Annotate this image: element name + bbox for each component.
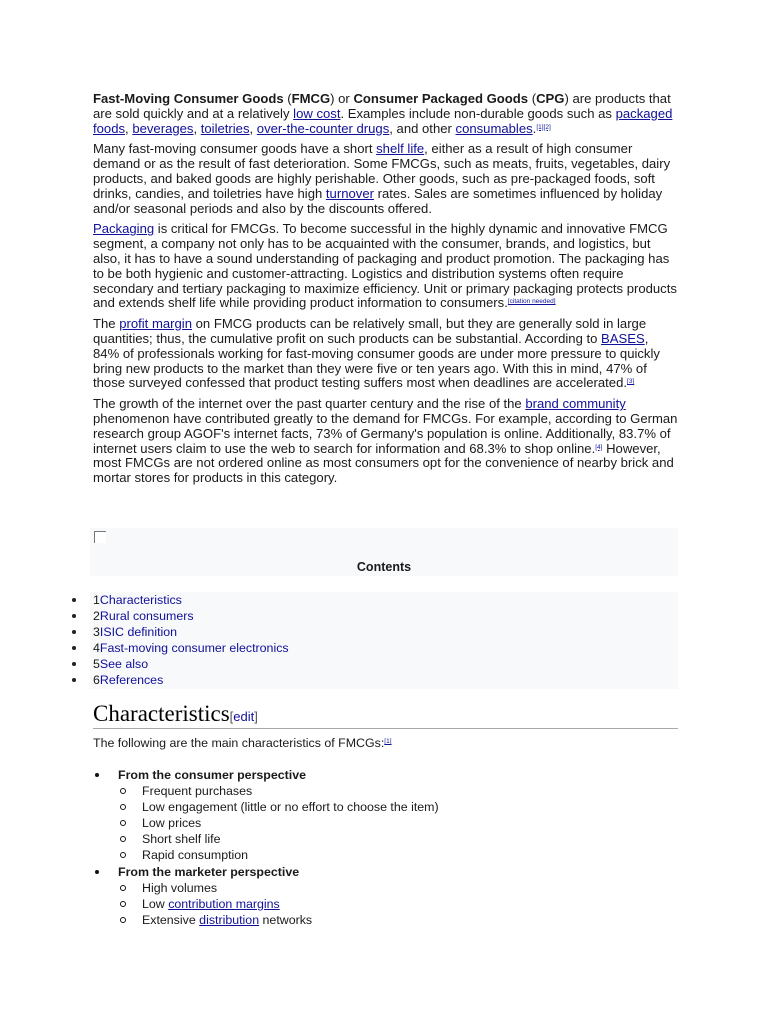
list-text: Frequent purchases (142, 784, 253, 798)
text: The following are the main characteristics of FMCGs: (93, 736, 385, 750)
bold-abbr: FMCG (291, 91, 331, 106)
text: are products that are sold quickly and at a relatively (93, 91, 671, 121)
text: on FMCG products can be relatively small, but they are generally sold in large quantities; thus, the cumulative profit on such products can be substantial. According to (93, 316, 647, 346)
bullet-icon (72, 598, 76, 602)
article-body (93, 92, 678, 492)
circle-bullet-icon (120, 836, 126, 842)
toc-item-isic-definition[interactable] (93, 624, 177, 640)
toc-number: 4 (93, 641, 100, 655)
link-low-cost[interactable]: low cost (293, 105, 341, 121)
toc-title: Contents (356, 560, 412, 574)
toc-link[interactable]: References (99, 673, 164, 687)
toc-number: 5 (93, 657, 100, 671)
circle-bullet-icon (120, 885, 126, 891)
edit-section (230, 709, 258, 724)
link-packaging[interactable]: Packaging (93, 221, 155, 237)
circle-bullet-icon (120, 901, 126, 907)
list-heading: From the marketer perspective (118, 865, 300, 879)
toc-link[interactable]: See also (99, 657, 149, 671)
link-beverages[interactable]: beverages (132, 120, 194, 136)
citation-ref[interactable]: [2] (543, 123, 551, 131)
packaging-paragraph (93, 222, 678, 311)
link-turnover[interactable]: turnover (325, 185, 374, 201)
list-item (142, 831, 221, 847)
characteristics-intro (93, 736, 392, 750)
list-item (142, 815, 201, 831)
citation-ref[interactable]: [1] (536, 123, 544, 131)
text: , 84% of professionals working for fast-moving consumer goods are under more pressure to quickly bring new products to the market than they were five or ten years ago. With this in mind, 47% of those surveyed confessed that product testing suffers most when deadlines are accelerated. (93, 330, 660, 391)
bracket: [ (229, 709, 234, 724)
list-item (142, 896, 280, 912)
text: , either as a result of high consumer demand or as the result of fast deterioration. Some FMCGs, such as meats, fruits, vegetables, dairy products, and baked goods are highly perishable. Other goods, such as pre-packaged foods, soft drinks, candies, and toiletries have high (93, 141, 671, 201)
toc-toggle-checkbox-icon[interactable] (94, 531, 106, 543)
link-toiletries[interactable]: toiletries (200, 120, 250, 136)
link-distribution[interactable]: distribution (199, 913, 260, 927)
bullet-icon (95, 773, 99, 777)
list-text: Short shelf life (142, 832, 221, 846)
list-item (142, 799, 439, 815)
link-consumables[interactable]: consumables (455, 120, 533, 136)
link-contribution-margins[interactable]: contribution margins (168, 897, 280, 911)
bold-abbr: CPG (536, 91, 565, 106)
text: However, most FMCGs are not ordered online as most consumers opt for the convenience of nearby brick and mortar stores for products in this category. (93, 440, 674, 486)
list-text: networks (259, 913, 313, 927)
link-profit-margin[interactable]: profit margin (119, 316, 192, 332)
link-bases[interactable]: BASES (601, 330, 645, 346)
circle-bullet-icon (120, 852, 126, 858)
link-shelf-life[interactable]: shelf life (376, 141, 425, 157)
internet-paragraph (93, 397, 678, 486)
toc-number: 1 (93, 593, 100, 607)
toc-list (90, 592, 678, 689)
citation-needed[interactable]: [citation needed] (507, 298, 556, 306)
circle-bullet-icon (120, 917, 126, 923)
circle-bullet-icon (120, 804, 126, 810)
bracket: ] (254, 709, 258, 724)
list-text: Extensive (142, 913, 200, 927)
list-item (142, 880, 217, 896)
list-item-consumer-perspective (118, 767, 306, 783)
toc-link[interactable]: Fast-moving consumer electronics (99, 641, 289, 655)
list-item (142, 912, 312, 928)
bullet-icon (72, 630, 76, 634)
toc-link[interactable]: ISIC definition (99, 625, 178, 639)
link-packaged-foods[interactable]: packaged foods (93, 105, 673, 136)
list-item-marketer-perspective (118, 864, 299, 880)
toc-link[interactable]: Characteristics (99, 593, 182, 607)
text: phenomenon have contributed greatly to the demand for FMCGs. For example, according to German research group AGOF's internet facts, 73% of Germany's population is online. Additionally, 83.7% of internet users claim to use the web to search for information and 68.3% to shop online. (93, 410, 678, 456)
toc-item-see-also[interactable] (93, 656, 148, 672)
bullet-icon (72, 662, 76, 666)
toc-item-characteristics[interactable] (93, 592, 182, 608)
toc-link[interactable]: Rural consumers (99, 609, 194, 623)
list-text: High volumes (142, 881, 218, 895)
text: . Examples include non-durable goods such as (340, 105, 616, 121)
shelf-life-paragraph (93, 142, 678, 216)
list-heading: From the consumer perspective (118, 768, 306, 782)
list-item (142, 783, 252, 799)
toc-item-rural-consumers[interactable] (93, 608, 194, 624)
text: The growth of the internet over the past quarter century and the rise of the (93, 396, 526, 412)
profit-paragraph (93, 317, 678, 391)
toc-number: 3 (93, 625, 100, 639)
citation-ref[interactable]: [4] (595, 443, 603, 451)
text: rates. Sales are sometimes influenced by holiday and/or seasonal periods and also by the discounts offered. (93, 185, 663, 216)
text: , and other (389, 120, 456, 136)
list-text: Low prices (142, 816, 202, 830)
text: The (93, 316, 120, 332)
toc-header (90, 528, 678, 576)
citation-ref[interactable]: [3] (627, 378, 635, 386)
circle-bullet-icon (120, 788, 126, 794)
list-text: Rapid consumption (142, 848, 249, 862)
citation-ref[interactable]: [1] (384, 738, 392, 745)
bullet-icon (72, 614, 76, 618)
text: Many fast-moving consumer goods have a short (93, 141, 377, 157)
list-text: Low (142, 897, 169, 911)
toc-item-references[interactable] (93, 672, 163, 688)
bullet-icon (95, 870, 99, 874)
toc-number: 2 (93, 609, 100, 623)
bold-term: Fast-Moving Consumer Goods (93, 91, 284, 106)
bullet-icon (72, 678, 76, 682)
link-otc-drugs[interactable]: over-the-counter drugs (256, 120, 390, 136)
section-title: Characteristics (93, 701, 230, 726)
bold-term: Consumer Packaged Goods (353, 91, 529, 106)
list-text: Low engagement (little or no effort to choose the item) (142, 800, 439, 814)
intro-paragraph: Fast-Moving Consumer Goods (FMCG) or Consumer Packaged Goods (CPG) are products that are sold quickly and at a relatively low cost. Examples include non-durable goods such as packaged foods, beverages, toiletries, over-the-counter drugs, and other consumables.[1][2] (93, 91, 673, 136)
circle-bullet-icon (120, 820, 126, 826)
edit-link[interactable]: edit (233, 709, 255, 724)
bullet-icon (72, 646, 76, 650)
link-brand-community[interactable]: brand community (525, 396, 626, 412)
list-item (142, 847, 248, 863)
section-heading-characteristics (93, 700, 678, 729)
toc-item-fmce[interactable] (93, 640, 289, 656)
toc-number: 6 (93, 673, 100, 687)
text: is critical for FMCGs. To become successful in the highly dynamic and innovative FMCG segment, a company not only has to be acquainted with the consumer, brands, and logistics, but also, it has to have a sound understanding of packaging and product promotion. The packaging has to be both hygienic and customer-attracting. Logistics and distribution systems often require secondary and tertiary packaging to maximize efficiency. Unit or primary packaging protects products and extends shelf life while providing product information to consumers. (93, 221, 677, 311)
